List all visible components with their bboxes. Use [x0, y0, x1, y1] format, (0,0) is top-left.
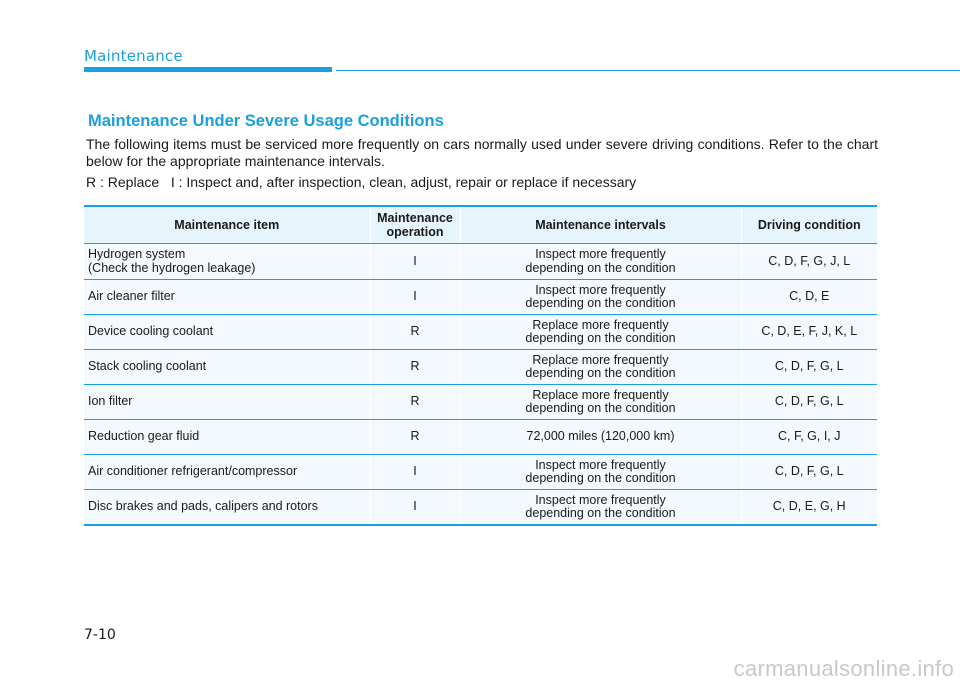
cell-maintenance-operation: R: [370, 315, 460, 350]
cell-maintenance-operation: R: [370, 420, 460, 455]
cell-maintenance-item-line: Device cooling coolant: [88, 324, 214, 339]
cell-maintenance-intervals-line: Inspect more frequently: [535, 282, 666, 297]
cell-maintenance-intervals-line: depending on the condition: [525, 506, 676, 520]
cell-maintenance-intervals: [460, 385, 741, 420]
table-row: [84, 455, 877, 490]
cell-maintenance-operation: I: [370, 244, 460, 280]
table-body: [84, 244, 877, 526]
cell-driving-condition: C, D, E, F, J, K, L: [741, 315, 877, 350]
table-row: [84, 244, 877, 280]
cell-maintenance-intervals: [460, 420, 741, 455]
cell-maintenance-intervals-line: Inspect more frequently: [535, 492, 666, 507]
cell-driving-condition: C, D, F, G, L: [741, 455, 877, 490]
cell-maintenance-operation: R: [370, 385, 460, 420]
cell-maintenance-operation: R: [370, 350, 460, 385]
cell-maintenance-intervals: [460, 490, 741, 526]
cell-maintenance-item-line: Ion filter: [88, 394, 133, 409]
cell-maintenance-intervals-line: Inspect more frequently: [535, 457, 666, 472]
cell-maintenance-intervals-line: Inspect more frequently: [535, 247, 666, 261]
cell-driving-condition: C, F, G, I, J: [741, 420, 877, 455]
cell-driving-condition: C, D, F, G, L: [741, 350, 877, 385]
header-accent-bar: [84, 67, 332, 72]
cell-maintenance-intervals: [460, 350, 741, 385]
header-driving-condition: Driving condition: [741, 206, 877, 244]
table-row: [84, 420, 877, 455]
cell-maintenance-item-line: Disc brakes and pads, calipers and rotors: [88, 499, 318, 514]
header-maintenance-operation: Maintenance operation: [370, 206, 460, 244]
maintenance-table: [84, 205, 877, 526]
cell-maintenance-intervals-line: depending on the condition: [525, 296, 676, 310]
cell-driving-condition: C, D, E: [741, 280, 877, 315]
table-row: [84, 350, 877, 385]
section-title: Maintenance Under Severe Usage Conditions: [88, 112, 444, 130]
cell-driving-condition: C, D, E, G, H: [741, 490, 877, 526]
table-row: [84, 385, 877, 420]
cell-maintenance-item-line: Air cleaner filter: [88, 289, 175, 304]
cell-maintenance-intervals: [460, 244, 741, 280]
table-row: [84, 490, 877, 526]
header-maintenance-intervals: Maintenance intervals: [460, 206, 741, 244]
cell-maintenance-item: [84, 455, 370, 490]
table-header-row: [84, 206, 877, 244]
cell-maintenance-item: [84, 315, 370, 350]
cell-maintenance-operation: I: [370, 280, 460, 315]
cell-maintenance-item: [84, 244, 370, 280]
cell-maintenance-operation: I: [370, 455, 460, 490]
cell-maintenance-intervals-line: depending on the condition: [525, 401, 676, 415]
cell-maintenance-intervals: [460, 315, 741, 350]
cell-maintenance-intervals-line: Replace more frequently: [532, 352, 669, 367]
table-row: [84, 315, 877, 350]
cell-maintenance-item: [84, 350, 370, 385]
table-row: [84, 280, 877, 315]
page-number: 7-10: [84, 627, 116, 643]
header-maintenance-item: Maintenance item: [84, 206, 370, 244]
cell-maintenance-item-line: Reduction gear fluid: [88, 429, 200, 444]
header-rule: [336, 70, 960, 71]
cell-maintenance-item-line: (Check the hydrogen leakage): [88, 260, 256, 275]
cell-driving-condition: C, D, F, G, L: [741, 385, 877, 420]
cell-maintenance-intervals-line: Replace more frequently: [532, 317, 669, 332]
cell-maintenance-intervals: [460, 455, 741, 490]
cell-maintenance-intervals-line: depending on the condition: [525, 366, 676, 380]
cell-maintenance-intervals: [460, 280, 741, 315]
cell-maintenance-intervals-line: depending on the condition: [525, 260, 676, 275]
cell-maintenance-intervals-line: depending on the condition: [525, 471, 676, 485]
cell-maintenance-operation: I: [370, 490, 460, 526]
cell-driving-condition: C, D, F, G, J, L: [741, 244, 877, 280]
cell-maintenance-item: [84, 280, 370, 315]
watermark: carmanualsonline.info: [733, 656, 954, 681]
intro-paragraph: The following items must be serviced more frequently on cars normally used under severe driving conditions. Refer to the chart below for the appropriate maintenance intervals.: [86, 136, 878, 169]
cell-maintenance-item: [84, 385, 370, 420]
cell-maintenance-intervals-line: 72,000 miles (120,000 km): [526, 429, 675, 444]
cell-maintenance-item-line: Stack cooling coolant: [88, 359, 207, 374]
cell-maintenance-item: [84, 420, 370, 455]
cell-maintenance-item-line: Hydrogen system: [88, 247, 186, 261]
cell-maintenance-item: [84, 490, 370, 526]
cell-maintenance-item-line: Air conditioner refrigerant/compressor: [88, 464, 298, 479]
cell-maintenance-intervals-line: depending on the condition: [525, 331, 676, 345]
page-header-title: Maintenance: [84, 47, 183, 65]
operation-legend: R : Replace I : Inspect and, after inspection, clean, adjust, repair or replace if necessary: [86, 174, 637, 190]
cell-maintenance-intervals-line: Replace more frequently: [532, 387, 669, 402]
